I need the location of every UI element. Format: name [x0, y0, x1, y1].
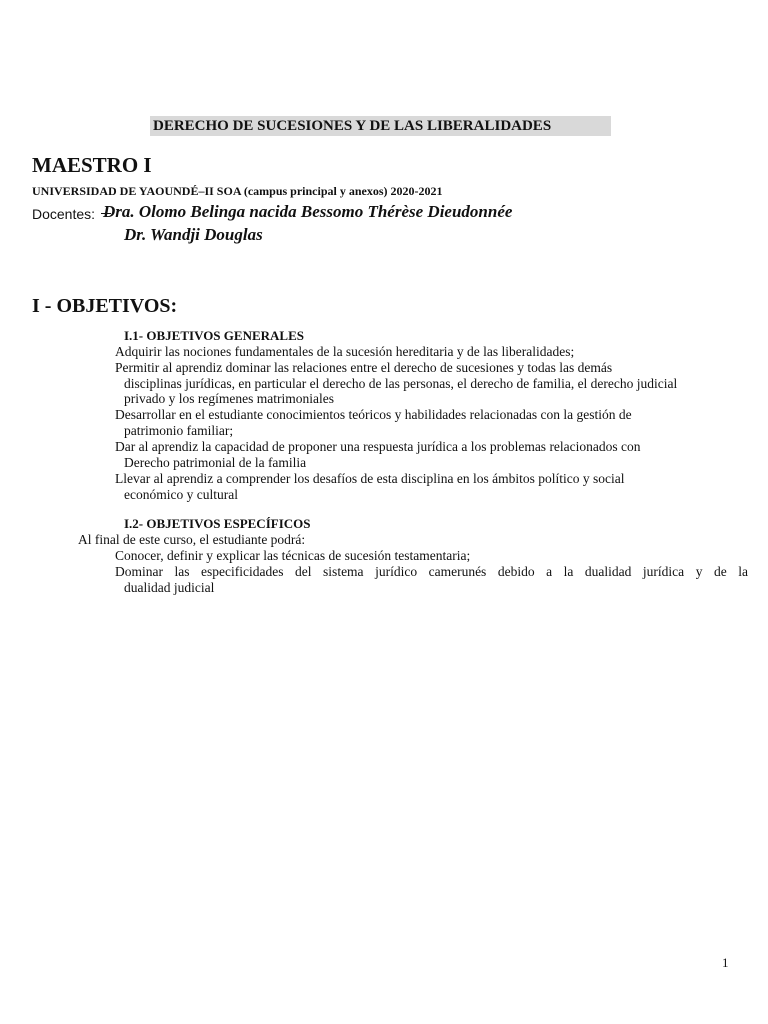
list-item-text: Adquirir las nociones fundamentales de la sucesión hereditaria y de las liberalidades;	[115, 344, 575, 359]
list-item	[103, 344, 574, 360]
list-item-continuation: económico y cultural	[124, 487, 238, 502]
list-item-text: Llevar al aprendiz a comprender los desafíos de esta disciplina en los ámbitos político y social	[115, 471, 625, 486]
list-item-text: Dar al aprendiz la capacidad de proponer una respuesta jurídica a los problemas relacionados con	[115, 439, 641, 454]
objectives-heading: I - OBJETIVOS:	[32, 295, 178, 317]
list-item	[103, 360, 612, 376]
list-item-continuation: privado y los regímenes matrimoniales	[124, 391, 334, 406]
list-item-continuation: Derecho patrimonial de la familia	[124, 455, 307, 470]
level-heading: MAESTRO I	[32, 153, 152, 177]
teacher-name-1: Dra. Olomo Belinga nacida Bessomo Thérèse Dieudonnée	[103, 202, 513, 221]
list-item-text: Dominar las especificidades del sistema jurídico camerunés debido a la dualidad jurídica y de la	[115, 564, 748, 579]
specific-objectives-heading: I.2- OBJETIVOS ESPECÍFICOS	[124, 516, 311, 531]
list-item-continuation: patrimonio familiar;	[124, 423, 234, 438]
docentes-label: Docentes:	[32, 206, 96, 222]
page-number: 1	[722, 955, 729, 970]
specific-objectives-intro: Al final de este curso, el estudiante podrá:	[78, 532, 306, 547]
general-objectives-heading: I.1- OBJETIVOS GENERALES	[124, 328, 304, 343]
list-item	[103, 471, 624, 487]
list-item-continuation: dualidad judicial	[124, 580, 215, 595]
list-item	[103, 439, 641, 455]
teacher-name-2: Dr. Wandji Douglas	[124, 225, 263, 244]
list-item	[103, 564, 748, 580]
list-item	[103, 407, 632, 423]
list-item-text: Desarrollar en el estudiante conocimientos teóricos y habilidades relacionadas con la gestión de	[115, 407, 632, 422]
document-title: DERECHO DE SUCESIONES Y DE LAS LIBERALIDADES	[150, 116, 611, 136]
list-item-continuation: disciplinas jurídicas, en particular el derecho de las personas, el derecho de familia, el derecho judicial	[124, 376, 678, 391]
university-line: UNIVERSIDAD DE YAOUNDÉ–II SOA (campus principal y anexos) 2020-2021	[32, 184, 443, 198]
list-item-text: Permitir al aprendiz dominar las relaciones entre el derecho de sucesiones y todas las demás	[115, 360, 613, 375]
list-item-text: Conocer, definir y explicar las técnicas de sucesión testamentaria;	[115, 548, 471, 563]
list-item	[103, 548, 470, 564]
